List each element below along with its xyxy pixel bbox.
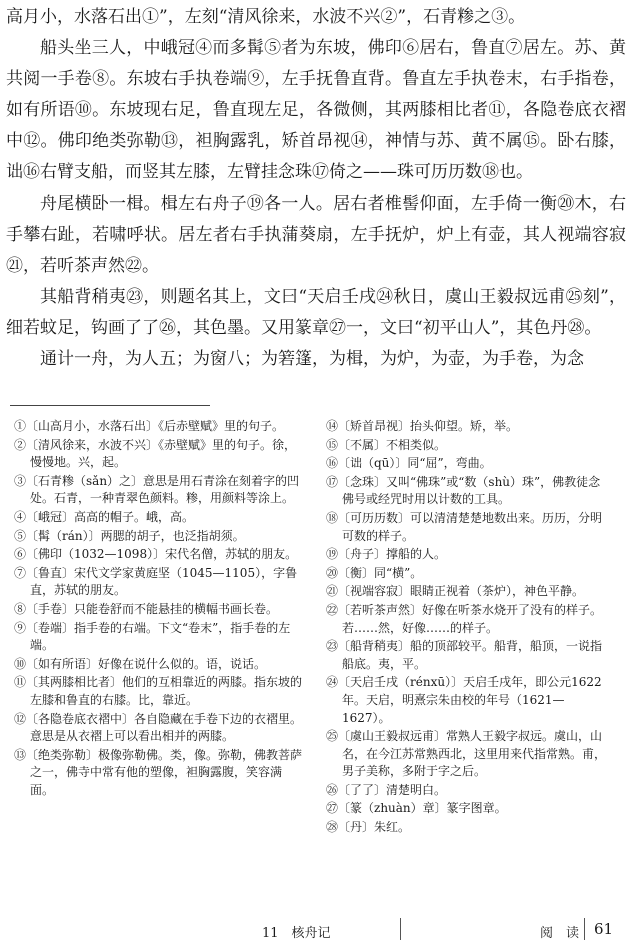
- footnote: ⑭〔矫首昂视〕抬头仰望。矫，举。: [326, 419, 519, 433]
- footnote: ㉒〔若听茶声然〕好像在听茶水烧开了没有的样子。若……然，好像……的样子。: [326, 602, 603, 635]
- footnote: ㉕〔虞山王毅叔远甫〕常熟人王毅字叔远。虞山，山名，在今江苏常熟西北，这里用来代指常熟。甫，男子美称，多附于字之后。: [326, 729, 607, 779]
- footnote: ③〔石青糁（sǎn）之〕意思是用石青涂在刻着字的凹处。石青，一种青翠色颜料。糁，用颜料等涂上。: [14, 473, 300, 506]
- footnotes-left-column: [14, 418, 302, 800]
- footnote: ㉔〔天启壬戌（rénxū）〕天启壬戌年，即公元1622年。天启，明熹宗朱由校的年号（1621—1627）。: [326, 675, 602, 725]
- footnote: ①〔山高月小，水落石出〕《后赤壁赋》里的句子。: [14, 419, 285, 433]
- footnotes-right-column: [326, 418, 608, 838]
- footnote: ⑨〔卷端〕指手卷的右端。下文“卷末”，指手卷的左端。: [14, 620, 291, 653]
- footnote: ⑥〔佛印（1032—1098）〕宋代名僧，苏轼的朋友。: [14, 547, 298, 562]
- paragraph-2: 船头坐三人，中峨冠④而多髯⑤者为东坡，佛印⑥居右，鲁直⑦居左。苏、黄共阅一手卷⑧。东坡右手执卷端⑨，左手抚鲁直背。鲁直左手执卷末，右手指卷，如有所语⑩。东坡现右足，鲁直现左足，各微侧，其两膝相比者⑪，各隐卷底衣褶中⑫。佛印绝类弥勒⑬，袒胸露乳，矫首昂视⑭，神情与苏、黄不属⑮。卧右膝，诎⑯右臂支船，而竖其左膝，左臂挂念珠⑰倚之——珠可历历数⑱也。: [6, 38, 626, 182]
- footnote: ⑬〔绝类弥勒〕极像弥勒佛。类，像。弥勒，佛教菩萨之一，佛寺中常有他的塑像，袒胸露腹，笑容满面。: [14, 747, 303, 797]
- footnote: ⑰〔念珠〕又叫“佛珠”或“数（shù）珠”，佛教徒念佛号或经咒时用以计数的工具。: [326, 474, 601, 507]
- footnote-divider: [10, 405, 210, 406]
- footnote: ㉖〔了了〕清楚明白。: [326, 782, 447, 797]
- footnote: ⑳〔衡〕同“横”。: [326, 565, 423, 580]
- footnote: ⑩〔如有所语〕好像在说什么似的。语，说话。: [14, 656, 267, 671]
- paragraph-4: 其船背稍夷㉓，则题名其上，文曰“天启壬戌㉔秋日，虞山王毅叔远甫㉕刻”，细若蚊足，钩画了了㉖，其色墨。又用篆章㉗一，文曰“初平山人”，其色丹㉘。: [6, 287, 626, 338]
- paragraph-1: 高月小，水落石出①”，左刻“清风徐来，水波不兴②”，石青糁之③。: [6, 7, 526, 27]
- footnote: ⑮〔不属〕不相类似。: [326, 437, 447, 452]
- footnote: ⑱〔可历历数〕可以清清楚楚地数出来。历历，分明可数的样子。: [326, 510, 603, 543]
- footnote: ②〔清风徐来，水波不兴〕《赤壁赋》里的句子。徐，慢慢地。兴，起。: [14, 437, 297, 470]
- footnote: ㉘〔丹〕朱红。: [326, 820, 411, 835]
- footnote: ㉑〔视端容寂〕眼睛正视着（茶炉），神色平静。: [326, 584, 585, 599]
- footer-divider: [400, 918, 401, 940]
- footnote: ④〔峨冠〕高高的帽子。峨，高。: [14, 509, 195, 524]
- footnote: ⑧〔手卷〕只能卷舒而不能悬挂的横幅书画长卷。: [14, 601, 279, 616]
- footnote: ⑯〔诎（qū）〕同“屈”，弯曲。: [326, 456, 492, 471]
- footnote: ㉗〔篆（zhuàn）章〕篆字图章。: [326, 801, 507, 816]
- main-text: [0, 0, 640, 400]
- paragraph-5: 通计一舟，为人五；为窗八；为箬篷，为楫，为炉，为壶，为手卷，为念: [40, 349, 584, 369]
- page-footer: [0, 918, 640, 946]
- page-number: 61: [594, 920, 614, 938]
- footnote: ⑫〔各隐卷底衣褶中〕各自隐藏在手卷下边的衣褶里。意思是从衣褶上可以看出相并的两膝。: [14, 711, 303, 744]
- footnote: ⑲〔舟子〕撑船的人。: [326, 547, 447, 562]
- footnote: ㉓〔船背稍夷〕船的顶部较平。船背，船顶，一说指船底。夷，平。: [326, 639, 603, 671]
- footnote: ⑦〔鲁直〕宋代文学家黄庭坚（1045—1105），字鲁直，苏轼的朋友。: [14, 565, 298, 598]
- footnote: ⑤〔髯（rán）〕两腮的胡子，也泛指胡须。: [14, 528, 245, 543]
- footer-divider: [584, 918, 585, 940]
- footnote: ⑪〔其两膝相比者〕他们的互相靠近的两膝。指东坡的左膝和鲁直的右膝。比，靠近。: [14, 675, 303, 707]
- paragraph-3: 舟尾横卧一楫。楫左右舟子⑲各一人。居右者椎髻仰面，左手倚一衡⑳木，右手攀右趾，若啸呼状。居左者右手执蒲葵扇，左手抚炉，炉上有壶，其人视端容寂㉑，若听茶声然㉒。: [6, 194, 626, 276]
- footer-section-label: 阅 读: [540, 926, 580, 941]
- footer-chapter-title: 11 核舟记: [262, 926, 331, 941]
